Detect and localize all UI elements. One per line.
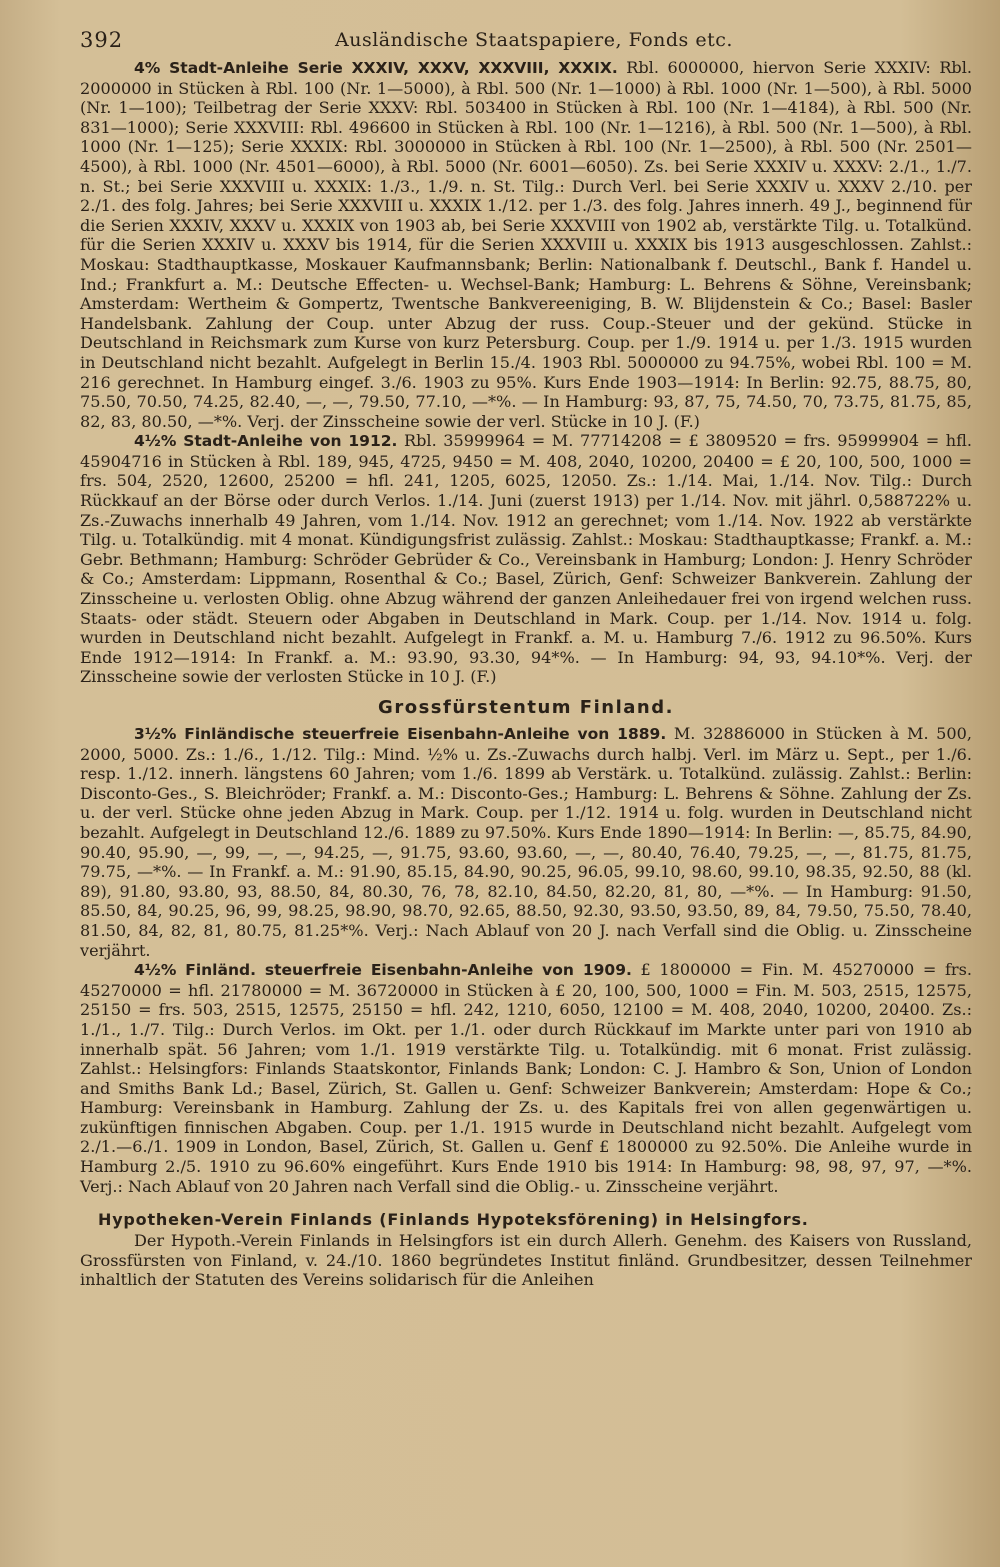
entry-body: Rbl. 6000000, hiervon Serie XXXIV: Rbl. 2000000 in Stücken à Rbl. 100 (Nr. 1—5000), à Rbl. 500 (Nr. 1—1000) à Rbl. 1000 (Nr. 1—500), à Rbl. 5000 (Nr. 1—100); Teilbetrag der Serie XXXV: Rbl. 503400 in Stücken à Rbl. 100 (Nr. 1—4184), à Rbl. 500 (Nr. 831—1000); Serie XXXVIII: Rbl. 496600 in Stücken à Rbl. 100 (Nr. 1—1216), à Rbl. 500 (Nr. 1—500), à Rbl. 1000 (Nr. 1—125); Serie XXXIX: Rbl. 3000000 in Stücken à Rbl. 100 (Nr. 1—2500), à Rbl. 500 (Nr. 2501—4500), à Rbl. 1000 (Nr. 4501—6000), à Rbl. 5000 (Nr. 6001—6050). Zs. bei Serie XXXIV u. XXXV: 2./1., 1./7. n. St.; bei Serie XXXVIII u. XXXIX: 1./3., 1./9. n. St. Tilg.: Durch Verl. bei Serie XXXIV u. XXXV 2./10. per 2./1. des folg. Jahres; bei Serie XXXVIII u. XXXIX 1./12. per 1./3. des folg. Jahres innerh. 49 J., beginnend für die Serien XXXIV, XXXV u. XXXIX von 1903 ab, bei Serie XXXVIII von 1902 ab, verstärkte Tilg. u. Totalkünd. für die Serien XXXIV u. XXXV bis 1914, für die Serien XXXVIII u. XXXIX bis 1913 ausgeschlossen. Zahlst.: Moskau: Stadthauptkasse, Moskauer Kaufmannsbank; Berlin: Nationalbank f. Deutschl., Bank f. Handel u. Ind.; Frankfurt a. M.: Deutsche Effecten- u. Wechsel-Bank; Hamburg: L. Behrens & Söhne, Vereinsbank; Amsterdam: Wertheim & Gompertz, Twentsche Bankvereeniging, B. W. Blijdenstein & Co.; Basel: Basler Handelsbank. Zahlung der Coup. unter Abzug der russ. Coup.-Steuer und der gekünd. Stücke in Deutschland in Reichsmark zum Kurse von kurz Petersburg. Coup. per 1./9. 1914 u. per 1./3. 1915 wurden in Deutschland nicht bezahlt. Aufgelegt in Berlin 15./4. 1903 Rbl. 5000000 zu 94.75%, wobei Rbl. 100 = M. 216 gerechnet. In Hamburg eingef. 3./6. 1903 zu 95%. Kurs Ende 1903—1914: In Berlin: 92.75, 88.75, 80, 75.50, 70.50, 74.25, 82.40, —, —, 79.50, 77.10, —*%. — In Hamburg: 93, 87, 75, 74.50, 70, 73.75, 81.75, 85, 82, 83, 80.50, —*%. Verj. der Zinsscheine sowie der verl. Stücke in 10 J. (F.) bbox=[80, 58, 972, 431]
entry-finland-eisenbahn-1889 bbox=[80, 724, 972, 960]
entry-heading: 3½% Finländische steuerfreie Eisenbahn-Anleihe von 1889. bbox=[134, 725, 667, 743]
entry-paragraph: Der Hypoth.-Verein Finlands in Helsingfors ist ein durch Allerh. Genehm. des Kaisers von Russland, Grossfürsten von Finland, v. 24./10. 1860 begründetes Institut finländ. Grundbesitzer, dessen Teilnehmer inhaltlich der Statuten des Vereins solidarisch für die Anleihen bbox=[80, 1231, 972, 1290]
entry-body: Rbl. 35999964 = M. 77714208 = £ 3809520 = frs. 95999904 = hfl. 45904716 in Stücken à Rbl. 189, 945, 4725, 9450 = M. 408, 2040, 10200, 20400 = £ 20, 100, 500, 1000 = frs. 504, 2520, 12600, 25200 = hfl. 241, 1205, 6025, 12050. Zs.: 1./14. Mai, 1./14. Nov. Tilg.: Durch Rückkauf an der Börse oder durch Verlos. 1./14. Juni (zuerst 1913) per 1./14. Nov. mit jährl. 0,588722% u. Zs.-Zuwachs innerhalb 49 Jahren, vom 1./14. Nov. 1912 an gerechnet; vom 1./14. Nov. 1922 ab verstärkte Tilg. u. Totalkündig. mit 4 monat. Kündigungsfrist zulässig. Zahlst.: Moskau: Stadthauptkasse; Frankf. a. M.: Gebr. Bethmann; Hamburg: Schröder Gebrüder & Co., Vereinsbank in Hamburg; London: J. Henry Schröder & Co.; Amsterdam: Lippmann, Rosenthal & Co.; Basel, Zürich, Genf: Schweizer Bankverein. Zahlung der Zinsscheine u. verlosten Oblig. ohne Abzug während der ganzen Anleihedauer frei von irgend welchen russ. Staats- oder städt. Steuern oder Abgaben in Deutschland in Mark. Coup. per 1./14. Nov. 1914 u. folg. wurden in Deutschland nicht bezahlt. Aufgelegt in Frankf. a. M. u. Hamburg 7./6. 1912 zu 96.50%. Kurs Ende 1912—1914: In Frankf. a. M.: 93.90, 93.30, 94*%. — In Hamburg: 94, 93, 94.10*%. Verj. der Zinsscheine sowie der verlosten Stücke in 10 J. (F.) bbox=[80, 431, 972, 687]
section-heading-finland: Grossfürstentum Finland. bbox=[378, 697, 674, 718]
page-number: 392 bbox=[80, 28, 124, 52]
running-title: Ausländische Staatspapiere, Fonds etc. bbox=[335, 29, 733, 51]
entry-stadt-anleihe-1912 bbox=[80, 431, 972, 687]
entry-stadt-anleihe-serie-xxxiv bbox=[80, 58, 972, 431]
entry-finland-eisenbahn-1909 bbox=[80, 960, 972, 1196]
section-heading-hypotheken-verein: Hypotheken-Verein Finlands (Finlands Hypoteksförening) in Helsingfors. bbox=[98, 1210, 809, 1230]
entry-body: £ 1800000 = Fin. M. 45270000 = frs. 45270000 = hfl. 21780000 = M. 36720000 in Stücken à £ 20, 100, 500, 1000 = Fin. M. 503, 2515, 12575, 25150 = frs. 503, 2515, 12575, 25150 = hfl. 242, 1210, 6050, 12100 = M. 408, 2040, 10200, 20400. Zs.: 1./1., 1./7. Tilg.: Durch Verlos. im Okt. per 1./1. oder durch Rückkauf im Markte unter pari von 1910 ab innerhalb spät. 56 Jahren; vom 1./1. 1919 verstärkte Tilg. u. Totalkündig. mit 6 monat. Frist zulässig. Zahlst.: Helsingfors: Finlands Staatskontor, Finlands Bank; London: C. J. Hambro & Son, Union of London and Smiths Bank Ld.; Basel, Zürich, St. Gallen u. Genf: Schweizer Bankverein; Amsterdam: Hope & Co.; Hamburg: Vereinsbank in Hamburg. Zahlung der Zs. u. des Kapitals frei von allen gegenwärtigen u. zukünftigen finnischen Abgaben. Coup. per 1./1. 1915 wurde in Deutschland nicht bezahlt. Aufgelegt vom 2./1.—6./1. 1909 in London, Basel, Zürich, St. Gallen u. Genf £ 1800000 zu 92.50%. Die Anleihe wurde in Hamburg 2./5. 1910 zu 96.60% eingeführt. Kurs Ende 1910 bis 1914: In Hamburg: 98, 98, 97, 97, —*%. Verj.: Nach Ablauf von 20 Jahren nach Verfall sind die Oblig.- u. Zinsscheine verjährt. bbox=[80, 960, 972, 1196]
page-header bbox=[80, 24, 972, 58]
entry-hypotheken-verein bbox=[80, 1231, 972, 1290]
entry-heading: 4½% Stadt-Anleihe von 1912. bbox=[134, 432, 398, 451]
entry-heading: 4% Stadt-Anleihe Serie XXXIV, XXXV, XXXVIII, XXXIX. bbox=[134, 59, 618, 77]
entry-heading: 4½% Finländ. steuerfreie Eisenbahn-Anleihe von 1909. bbox=[134, 961, 632, 980]
entry-paragraph bbox=[80, 58, 972, 431]
entry-paragraph bbox=[80, 724, 972, 960]
entry-body: M. 32886000 in Stücken à M. 500, 2000, 5000. Zs.: 1./6., 1./12. Tilg.: Mind. ½% u. Zs.-Zuwachs durch halbj. Verl. im März u. Sept., per 1./6. resp. 1./12. innerh. längstens 60 Jahren; vom 1./6. 1899 ab Verstärk. u. Totalkünd. zulässig. Zahlst.: Berlin: Disconto-Ges., S. Bleichröder; Frankf. a. M.: Disconto-Ges.; Hamburg: L. Behrens & Söhne. Zahlung der Zs. u. der verl. Stücke ohne jeden Abzug in Mark. Coup. per 1./12. 1914 u. folg. wurden in Deutschland nicht bezahlt. Aufgelegt in Deutschland 12./6. 1889 zu 97.50%. Kurs Ende 1890—1914: In Berlin: —, 85.75, 84.90, 90.40, 95.90, —, 99, —, —, 94.25, —, 91.75, 93.60, 93.60, —, —, 80.40, 76.40, 79.25, —, —, 81.75, 81.75, 79.75, —*%. — In Frankf. a. M.: 91.90, 85.15, 84.90, 90.25, 96.05, 99.10, 98.60, 99.10, 98.35, 92.50, 88 (kl. 89), 91.80, 93.80, 93, 88.50, 84, 80.30, 76, 78, 82.10, 84.50, 82.20, 81, 80, —*%. — In Hamburg: 91.50, 85.50, 84, 90.25, 96, 99, 98.25, 98.90, 98.70, 92.65, 88.50, 92.30, 93.50, 93.50, 89, 84, 79.50, 75.50, 78.40, 81.50, 84, 82, 81, 80.75, 81.25*%. Verj.: Nach Ablauf von 20 J. nach Verfall sind die Oblig. u. Zinsscheine verjährt. bbox=[80, 724, 972, 960]
entry-paragraph bbox=[80, 960, 972, 1196]
entry-paragraph bbox=[80, 431, 972, 687]
